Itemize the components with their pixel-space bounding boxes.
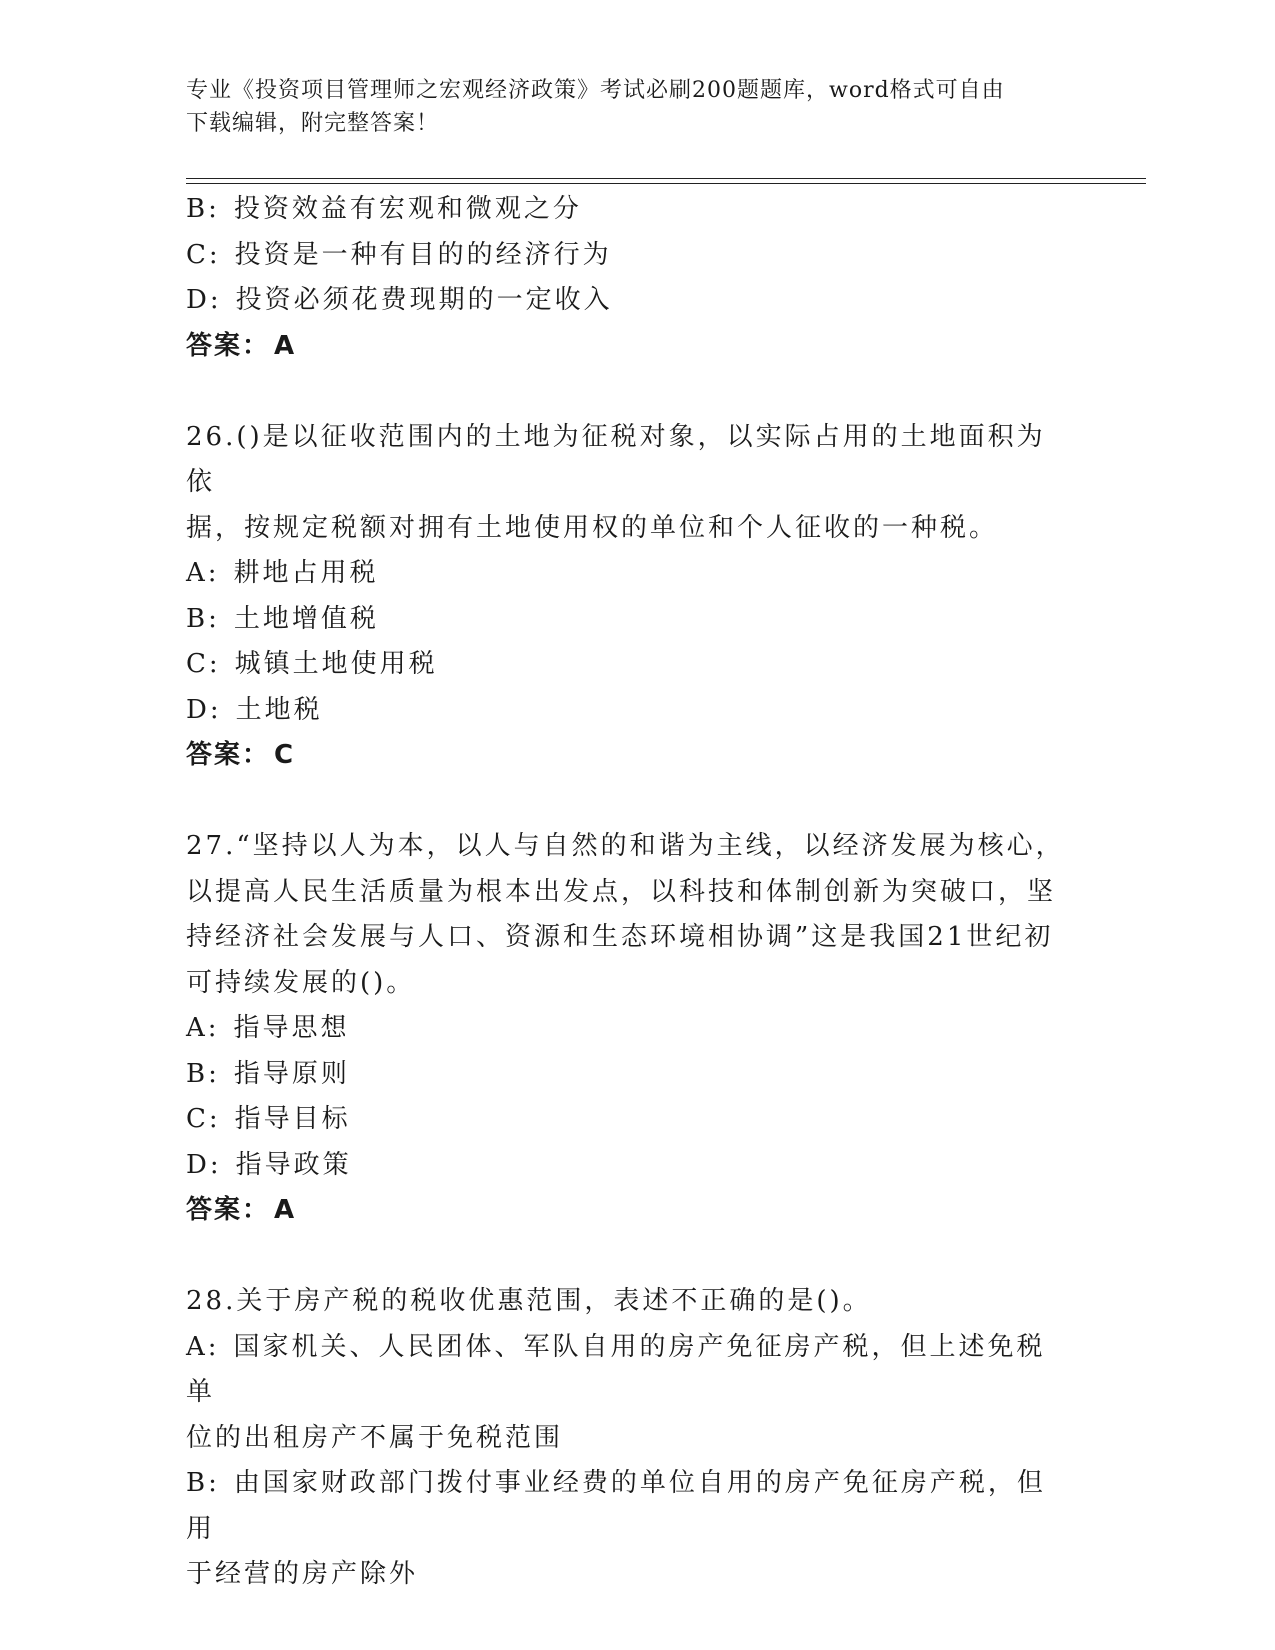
question-stem-line: 27.“坚持以人为本，以人与自然的和谐为主线，以经济发展为核心， [186,831,1065,861]
option-c: C: 城镇土地使用税 [186,649,438,679]
question-28 [186,1279,1066,1598]
question-stem-line: 26.()是以征收范围内的土地为征税对象，以实际占用的土地面积为依 [186,421,1046,497]
answer-line: 答案： C [186,740,296,770]
question-stem-line: 持经济社会发展与人口、资源和生态环境相协调”这是我国21世纪初 [186,922,1054,952]
question-content [186,187,1066,1598]
document-header [186,74,1086,140]
option-d: D: 投资必须花费现期的一定收入 [186,285,613,315]
question-27 [186,824,1066,1234]
option-a: A: 耕地占用税 [186,558,379,588]
option-b: B: 土地增值税 [186,603,379,634]
option-b: B: 由国家财政部门拨付事业经费的单位自用的房产免征房产税，但用 [186,1468,1046,1544]
option-b: B: 指导原则 [186,1058,350,1089]
option-a: A: 国家机关、人民团体、军队自用的房产免征房产税，但上述免税单 [186,1331,1046,1407]
question-25-tail [186,187,1066,369]
header-line-1: 专业《投资项目管理师之宏观经济政策》考试必刷200题题库，word格式可自由 [186,78,1005,103]
answer-line: 答案： A [186,330,297,361]
option-a-continuation: 位的出租房产不属于免税范围 [186,1422,564,1453]
option-c: C: 投资是一种有目的的经济行为 [186,239,612,270]
option-b-continuation: 于经营的房产除外 [186,1559,419,1589]
question-stem-line: 可持续发展的()。 [186,967,416,998]
header-line-2: 下载编辑，附完整答案！ [186,111,440,136]
option-a: A: 指导思想 [186,1013,350,1043]
header-divider-bottom [186,183,1146,184]
option-b: B: 投资效益有宏观和微观之分 [186,194,582,224]
question-stem-line: 以提高人民生活质量为根本出发点，以科技和体制创新为突破口，坚 [186,876,1057,907]
answer-line: 答案： A [186,1195,297,1225]
option-d: D: 指导政策 [186,1149,352,1180]
option-c: C: 指导目标 [186,1104,351,1134]
question-26 [186,415,1066,779]
header-divider-top [186,178,1146,179]
question-stem-line: 28.关于房产税的税收优惠范围，表述不正确的是()。 [186,1286,872,1316]
question-stem-line: 据，按规定税额对拥有土地使用权的单位和个人征收的一种税。 [186,512,999,543]
option-d: D: 土地税 [186,694,323,725]
